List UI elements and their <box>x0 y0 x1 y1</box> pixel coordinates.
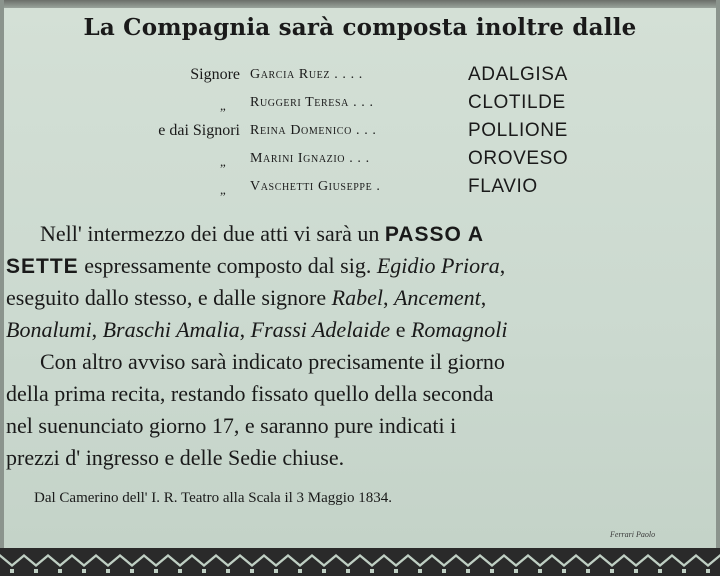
paragraph2-line3: nel suenunciato giorno 17, e saranno pure indicati i <box>6 413 457 438</box>
ditto-mark: „ <box>220 98 226 113</box>
cast-singer: Vaschetti Giuseppe . <box>250 179 381 194</box>
cast-singer: Ruggeri Teresa . . . <box>250 95 374 110</box>
cast-prefix: e dai Signori <box>158 122 240 139</box>
announcement-body <box>6 218 706 474</box>
cast-role: POLLIONE <box>468 120 568 141</box>
paragraph1-line2: SETTE espressamente composto dal sig. Egidio Priora, <box>6 253 506 278</box>
cast-row <box>0 62 720 88</box>
cast-row <box>0 118 720 144</box>
cast-singer: Reina Domenico . . . <box>250 123 377 138</box>
cast-row <box>0 90 720 116</box>
cast-role: CLOTILDE <box>468 92 566 113</box>
cast-row <box>0 146 720 172</box>
printer-signature: Ferrari Paolo <box>610 530 656 539</box>
ornamental-border <box>0 548 720 576</box>
top-frame-edge <box>0 0 720 8</box>
paragraph1-line4: Bonalumi, Braschi Amalia, Frassi Adelaide e Romagnoli <box>6 317 508 342</box>
paragraph2-line4: prezzi d' ingresso e delle Sedie chiuse. <box>6 445 345 470</box>
cast-role: ADALGISA <box>468 64 568 85</box>
paragraph2-line1: Con altro avviso sarà indicato precisamente il giorno <box>40 349 505 374</box>
dateline: Dal Camerino dell' I. R. Teatro alla Scala il 3 Maggio 1834. <box>34 490 392 506</box>
ditto-mark: „ <box>220 182 226 197</box>
cast-singer: Marini Ignazio . . . <box>250 151 370 166</box>
cast-role: OROVESO <box>468 148 569 169</box>
cast-prefix: Signore <box>190 66 240 83</box>
paragraph1-line1: Nell' intermezzo dei due atti vi sarà un PASSO A <box>40 221 485 246</box>
ditto-mark: „ <box>220 154 226 169</box>
company-heading: La Compagnia sarà composta inoltre dalle <box>83 14 637 41</box>
cast-singer: Garcia Ruez . . . . <box>250 67 363 82</box>
paragraph2-line2: della prima recita, restando fissato quello della seconda <box>6 381 494 406</box>
cast-role: FLAVIO <box>468 176 538 197</box>
cast-row <box>0 174 720 200</box>
paragraph1-line3: eseguito dallo stesso, e dalle signore Rabel, Ancement, <box>6 285 487 310</box>
